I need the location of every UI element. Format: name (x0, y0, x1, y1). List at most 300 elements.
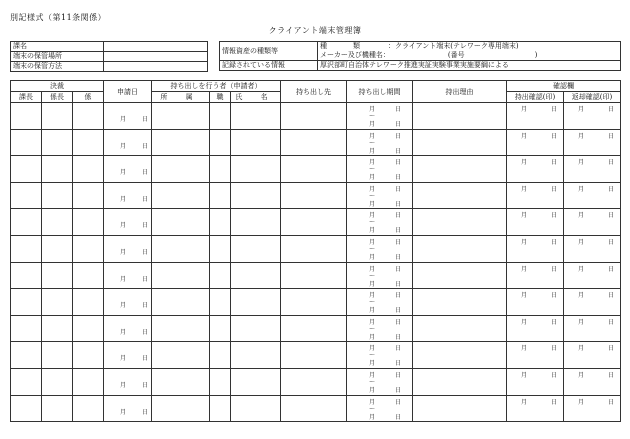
period-cell[interactable] (347, 235, 413, 262)
application-date-cell[interactable] (104, 368, 152, 395)
period-cell[interactable] (347, 182, 413, 209)
affiliation-cell[interactable] (152, 368, 210, 395)
return-month-label: 月 (578, 212, 585, 220)
kacho-stamp-cell[interactable] (11, 209, 42, 236)
period-cell[interactable] (347, 342, 413, 369)
affiliation-cell[interactable] (152, 209, 210, 236)
kind-value: ：クライアント端末(テレワーク専用端末) (388, 42, 519, 50)
storage-location-label: 端末の保管場所 (11, 52, 104, 62)
reason-cell[interactable] (413, 262, 507, 289)
kakaricho-header: 係長 (42, 92, 73, 103)
position-cell[interactable] (210, 289, 231, 316)
name-cell[interactable] (231, 315, 281, 342)
position-cell[interactable] (210, 342, 231, 369)
takeout-day-label: 日 (551, 371, 558, 379)
number-close: ) (534, 51, 538, 59)
return-month-label: 月 (578, 345, 585, 353)
position-cell[interactable] (210, 395, 231, 422)
name-header: 氏 名 (231, 92, 281, 103)
return-check-cell[interactable] (564, 182, 621, 209)
start-month-label: 月 (369, 212, 376, 220)
kakaricho-stamp-cell[interactable] (42, 235, 73, 262)
kakaricho-stamp-cell[interactable] (42, 129, 73, 156)
position-cell[interactable] (210, 156, 231, 183)
tilde-label: ～ (369, 405, 376, 413)
return-day-label: 日 (608, 212, 615, 220)
affiliation-cell[interactable] (152, 235, 210, 262)
kakaricho-stamp-cell[interactable] (42, 368, 73, 395)
takeout-check-cell[interactable] (507, 129, 564, 156)
application-date-cell[interactable] (104, 342, 152, 369)
start-month-label: 月 (369, 185, 376, 193)
takeout-month-label: 月 (521, 318, 528, 326)
start-day-label: 日 (395, 185, 402, 193)
kind-row (318, 42, 621, 52)
table-row (11, 235, 621, 262)
return-check-cell[interactable] (564, 315, 621, 342)
name-cell[interactable] (231, 182, 281, 209)
return-check-cell[interactable] (564, 103, 621, 130)
name-cell[interactable] (231, 342, 281, 369)
start-day-label: 日 (395, 106, 402, 113)
kakari-stamp-cell[interactable] (73, 262, 104, 289)
reason-cell[interactable] (413, 235, 507, 262)
takeout-day-label: 日 (551, 318, 558, 326)
takeout-check-cell[interactable] (507, 342, 564, 369)
tilde-label: ～ (369, 325, 376, 333)
takeout-day-label: 日 (551, 345, 558, 353)
name-cell[interactable] (231, 209, 281, 236)
month-label: 月 (120, 408, 127, 416)
tilde-label: ～ (369, 166, 376, 174)
affiliation-cell[interactable] (152, 156, 210, 183)
recorded-info-label: 記録されている情報 (220, 61, 318, 71)
takeout-day-label: 日 (551, 159, 558, 167)
return-month-label: 月 (578, 292, 585, 300)
return-check-header: 返却確認(印) (564, 92, 621, 103)
position-cell[interactable] (210, 103, 231, 130)
end-month-label: 月 (369, 200, 376, 208)
month-label: 月 (120, 355, 127, 363)
kakari-stamp-cell[interactable] (73, 129, 104, 156)
affiliation-cell[interactable] (152, 395, 210, 422)
position-cell[interactable] (210, 182, 231, 209)
destination-cell[interactable] (281, 368, 347, 395)
end-day-label: 日 (395, 413, 402, 421)
start-day-label: 日 (395, 292, 402, 300)
takeout-month-label: 月 (521, 159, 528, 167)
start-day-label: 日 (395, 318, 402, 326)
maker-row[interactable] (318, 51, 621, 61)
start-day-label: 日 (395, 265, 402, 273)
name-cell[interactable] (231, 368, 281, 395)
affiliation-cell[interactable] (152, 289, 210, 316)
application-date-cell[interactable] (104, 289, 152, 316)
day-label: 日 (142, 275, 149, 283)
destination-cell[interactable] (281, 235, 347, 262)
kakari-header: 係 (73, 92, 104, 103)
start-day-label: 日 (395, 345, 402, 353)
start-month-label: 月 (369, 398, 376, 406)
kakari-stamp-cell[interactable] (73, 156, 104, 183)
end-month-label: 月 (369, 121, 376, 128)
return-check-cell[interactable] (564, 235, 621, 262)
end-month-label: 月 (369, 227, 376, 235)
return-month-label: 月 (578, 265, 585, 273)
return-month-label: 月 (578, 159, 585, 167)
month-label: 月 (120, 302, 127, 310)
kacho-stamp-cell[interactable] (11, 262, 42, 289)
takeout-check-cell[interactable] (507, 209, 564, 236)
month-label: 月 (120, 222, 127, 230)
return-month-label: 月 (578, 371, 585, 379)
confirmation-header: 確認欄 (507, 81, 621, 92)
day-label: 日 (142, 248, 149, 256)
takeout-month-label: 月 (521, 265, 528, 273)
start-day-label: 日 (395, 398, 402, 406)
end-day-label: 日 (395, 360, 402, 368)
end-month-label: 月 (369, 360, 376, 368)
start-month-label: 月 (369, 265, 376, 273)
document-title: クライアント端末管理簿 (268, 26, 362, 35)
end-day-label: 日 (395, 174, 402, 182)
number-label: (番号 (447, 51, 465, 59)
destination-cell[interactable] (281, 209, 347, 236)
application-date-cell[interactable] (104, 156, 152, 183)
kacho-stamp-cell[interactable] (11, 235, 42, 262)
kacho-stamp-cell[interactable] (11, 315, 42, 342)
asset-type-label: 情報資産の種類等 (220, 42, 318, 61)
kakari-stamp-cell[interactable] (73, 182, 104, 209)
reason-cell[interactable] (413, 395, 507, 422)
day-label: 日 (142, 381, 149, 389)
name-cell[interactable] (231, 395, 281, 422)
kakari-stamp-cell[interactable] (73, 209, 104, 236)
takeout-check-cell[interactable] (507, 262, 564, 289)
takeout-day-label: 日 (551, 132, 558, 140)
period-cell[interactable] (347, 395, 413, 422)
name-cell[interactable] (231, 103, 281, 130)
takeout-check-cell[interactable] (507, 315, 564, 342)
reason-cell[interactable] (413, 156, 507, 183)
affiliation-cell[interactable] (152, 262, 210, 289)
period-cell[interactable] (347, 129, 413, 156)
kakaricho-stamp-cell[interactable] (42, 342, 73, 369)
return-day-label: 日 (608, 292, 615, 300)
name-cell[interactable] (231, 289, 281, 316)
application-date-cell[interactable] (104, 129, 152, 156)
return-check-cell[interactable] (564, 289, 621, 316)
return-check-cell[interactable] (564, 129, 621, 156)
affiliation-cell[interactable] (152, 315, 210, 342)
start-month-label: 月 (369, 238, 376, 246)
end-day-label: 日 (395, 386, 402, 394)
takeout-month-label: 月 (521, 185, 528, 193)
takeout-day-label: 日 (551, 212, 558, 220)
return-day-label: 日 (608, 185, 615, 193)
position-cell[interactable] (210, 262, 231, 289)
reason-cell[interactable] (413, 103, 507, 130)
return-month-label: 月 (578, 106, 585, 113)
return-check-cell[interactable] (564, 209, 621, 236)
reason-cell[interactable] (413, 368, 507, 395)
end-month-label: 月 (369, 147, 376, 155)
day-label: 日 (142, 116, 149, 123)
info-right-table (219, 41, 621, 71)
destination-cell[interactable] (281, 182, 347, 209)
return-day-label: 日 (608, 265, 615, 273)
reason-cell[interactable] (413, 182, 507, 209)
reason-cell[interactable] (413, 315, 507, 342)
start-month-label: 月 (369, 371, 376, 379)
end-month-label: 月 (369, 413, 376, 421)
start-day-label: 日 (395, 238, 402, 246)
start-day-label: 日 (395, 212, 402, 220)
takeout-check-cell[interactable] (507, 368, 564, 395)
start-month-label: 月 (369, 345, 376, 353)
month-label: 月 (120, 116, 127, 123)
application-date-cell[interactable] (104, 315, 152, 342)
day-label: 日 (142, 195, 149, 203)
table-row (11, 182, 621, 209)
takeout-day-label: 日 (551, 292, 558, 300)
kakari-stamp-cell[interactable] (73, 289, 104, 316)
return-month-label: 月 (578, 238, 585, 246)
takeout-month-label: 月 (521, 398, 528, 406)
kakari-stamp-cell[interactable] (73, 368, 104, 395)
day-label: 日 (142, 222, 149, 230)
kacho-stamp-cell[interactable] (11, 156, 42, 183)
maker-label: メーカー及び機種名： (320, 51, 390, 59)
table-row (11, 209, 621, 236)
terminal-management-table (10, 80, 621, 422)
affiliation-cell[interactable] (152, 182, 210, 209)
reason-header: 持出理由 (413, 81, 507, 103)
kakaricho-stamp-cell[interactable] (42, 182, 73, 209)
section-label: 課名 (11, 42, 104, 52)
day-label: 日 (142, 328, 149, 336)
return-month-label: 月 (578, 185, 585, 193)
storage-location-field[interactable] (104, 52, 208, 62)
period-cell[interactable] (347, 368, 413, 395)
kacho-stamp-cell[interactable] (11, 129, 42, 156)
end-day-label: 日 (395, 147, 402, 155)
table-row (11, 262, 621, 289)
return-check-cell[interactable] (564, 156, 621, 183)
day-label: 日 (142, 169, 149, 177)
destination-cell[interactable] (281, 342, 347, 369)
reason-cell[interactable] (413, 209, 507, 236)
period-cell[interactable] (347, 103, 413, 130)
month-label: 月 (120, 328, 127, 336)
takeout-month-label: 月 (521, 132, 528, 140)
period-cell[interactable] (347, 315, 413, 342)
reason-cell[interactable] (413, 289, 507, 316)
takeout-month-label: 月 (521, 106, 528, 113)
month-label: 月 (120, 195, 127, 203)
end-day-label: 日 (395, 200, 402, 208)
position-cell[interactable] (210, 315, 231, 342)
kakaricho-stamp-cell[interactable] (42, 156, 73, 183)
affiliation-header: 所 属 (152, 92, 210, 103)
start-day-label: 日 (395, 371, 402, 379)
affiliation-cell[interactable] (152, 129, 210, 156)
kakari-stamp-cell[interactable] (73, 103, 104, 130)
kacho-header: 課長 (11, 92, 42, 103)
kacho-stamp-cell[interactable] (11, 289, 42, 316)
kind-label: 種類 (320, 42, 386, 50)
return-day-label: 日 (608, 106, 615, 113)
end-day-label: 日 (395, 307, 402, 315)
takeout-month-label: 月 (521, 212, 528, 220)
takeout-month-label: 月 (521, 292, 528, 300)
application-date-cell[interactable] (104, 103, 152, 130)
destination-cell[interactable] (281, 315, 347, 342)
tilde-label: ～ (369, 113, 376, 120)
recorded-info-value: 厚沢部町自治体テレワーク推進実証実験事業実施要綱による (318, 61, 621, 71)
kacho-stamp-cell[interactable] (11, 395, 42, 422)
table-row (11, 129, 621, 156)
application-date-cell[interactable] (104, 235, 152, 262)
kakari-stamp-cell[interactable] (73, 315, 104, 342)
destination-cell[interactable] (281, 156, 347, 183)
application-date-header: 申請日 (104, 81, 152, 103)
kakari-stamp-cell[interactable] (73, 342, 104, 369)
table-row (11, 395, 621, 422)
tilde-label: ～ (369, 139, 376, 147)
table-row (11, 342, 621, 369)
start-day-label: 日 (395, 159, 402, 167)
takeout-check-cell[interactable] (507, 235, 564, 262)
table-row (11, 289, 621, 316)
month-label: 月 (120, 275, 127, 283)
end-month-label: 月 (369, 174, 376, 182)
kakaricho-stamp-cell[interactable] (42, 209, 73, 236)
end-month-label: 月 (369, 386, 376, 394)
name-cell[interactable] (231, 156, 281, 183)
end-day-label: 日 (395, 333, 402, 341)
start-day-label: 日 (395, 132, 402, 140)
approval-header: 決裁 (11, 81, 104, 92)
return-check-cell[interactable] (564, 342, 621, 369)
storage-method-field[interactable] (104, 62, 208, 72)
kakari-stamp-cell[interactable] (73, 395, 104, 422)
kakaricho-stamp-cell[interactable] (42, 315, 73, 342)
return-day-label: 日 (608, 345, 615, 353)
period-header: 持ち出し期間 (347, 81, 413, 103)
position-cell[interactable] (210, 368, 231, 395)
destination-cell[interactable] (281, 262, 347, 289)
tilde-label: ～ (369, 272, 376, 280)
application-date-cell[interactable] (104, 395, 152, 422)
position-cell[interactable] (210, 129, 231, 156)
return-day-label: 日 (608, 318, 615, 326)
name-cell[interactable] (231, 235, 281, 262)
end-month-label: 月 (369, 333, 376, 341)
kakaricho-stamp-cell[interactable] (42, 103, 73, 130)
tilde-label: ～ (369, 352, 376, 360)
return-month-label: 月 (578, 132, 585, 140)
applicant-header: 持ち出しを行う者（申請者） (152, 81, 281, 92)
period-cell[interactable] (347, 209, 413, 236)
return-day-label: 日 (608, 371, 615, 379)
period-cell[interactable] (347, 156, 413, 183)
period-cell[interactable] (347, 262, 413, 289)
takeout-check-cell[interactable] (507, 103, 564, 130)
return-month-label: 月 (578, 318, 585, 326)
month-label: 月 (120, 248, 127, 256)
takeout-check-cell[interactable] (507, 156, 564, 183)
day-label: 日 (142, 408, 149, 416)
affiliation-cell[interactable] (152, 342, 210, 369)
kacho-stamp-cell[interactable] (11, 342, 42, 369)
tilde-label: ～ (369, 192, 376, 200)
table-row (11, 103, 621, 130)
position-cell[interactable] (210, 209, 231, 236)
end-month-label: 月 (369, 253, 376, 261)
table-row (11, 156, 621, 183)
return-day-label: 日 (608, 159, 615, 167)
tilde-label: ～ (369, 219, 376, 227)
takeout-check-cell[interactable] (507, 289, 564, 316)
form-caption: 別記様式（第11条関係） (10, 13, 107, 22)
kakaricho-stamp-cell[interactable] (42, 262, 73, 289)
takeout-check-cell[interactable] (507, 182, 564, 209)
storage-method-label: 端末の保管方法 (11, 62, 104, 72)
kakaricho-stamp-cell[interactable] (42, 289, 73, 316)
application-date-cell[interactable] (104, 182, 152, 209)
reason-cell[interactable] (413, 342, 507, 369)
return-day-label: 日 (608, 132, 615, 140)
section-field[interactable] (104, 42, 208, 52)
position-header: 職 (210, 92, 231, 103)
kakaricho-stamp-cell[interactable] (42, 395, 73, 422)
application-date-cell[interactable] (104, 209, 152, 236)
destination-cell[interactable] (281, 103, 347, 130)
end-day-label: 日 (395, 121, 402, 128)
return-day-label: 日 (608, 238, 615, 246)
destination-cell[interactable] (281, 129, 347, 156)
return-check-cell[interactable] (564, 262, 621, 289)
period-cell[interactable] (347, 289, 413, 316)
destination-cell[interactable] (281, 395, 347, 422)
day-label: 日 (142, 302, 149, 310)
takeout-check-cell[interactable] (507, 395, 564, 422)
reason-cell[interactable] (413, 129, 507, 156)
name-cell[interactable] (231, 129, 281, 156)
table-row (11, 315, 621, 342)
kakari-stamp-cell[interactable] (73, 235, 104, 262)
destination-cell[interactable] (281, 289, 347, 316)
affiliation-cell[interactable] (152, 103, 210, 130)
kacho-stamp-cell[interactable] (11, 368, 42, 395)
return-check-cell[interactable] (564, 395, 621, 422)
end-day-label: 日 (395, 227, 402, 235)
kacho-stamp-cell[interactable] (11, 182, 42, 209)
month-label: 月 (120, 142, 127, 150)
name-cell[interactable] (231, 262, 281, 289)
application-date-cell[interactable] (104, 262, 152, 289)
table-row (11, 368, 621, 395)
position-cell[interactable] (210, 235, 231, 262)
return-check-cell[interactable] (564, 368, 621, 395)
takeout-day-label: 日 (551, 238, 558, 246)
start-month-label: 月 (369, 132, 376, 140)
end-day-label: 日 (395, 253, 402, 261)
return-month-label: 月 (578, 398, 585, 406)
takeout-month-label: 月 (521, 238, 528, 246)
kacho-stamp-cell[interactable] (11, 103, 42, 130)
